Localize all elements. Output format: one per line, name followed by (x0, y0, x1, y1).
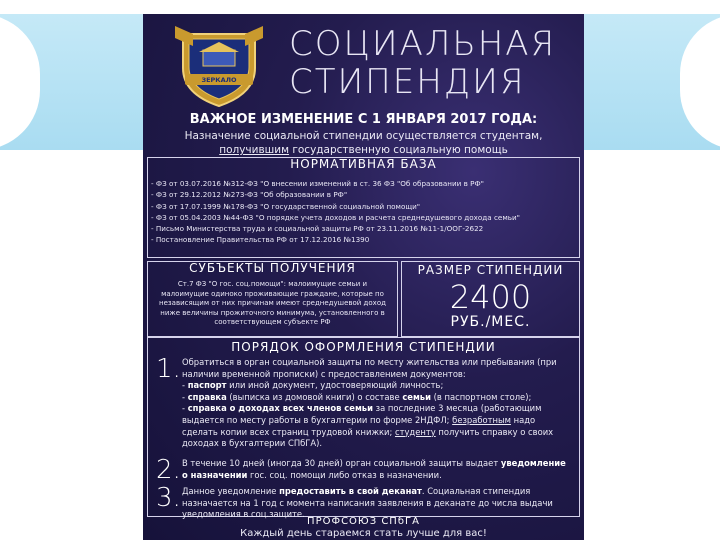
poster (143, 14, 584, 540)
subjects-text: Ст.7 ФЗ "О гос. соц.помощи": малоимущие семьи и малоимущие одиноко проживающие граждане, которые по независящим от них причинам имеют среднедушевой доход ниже величины прожиточного минимума, установленного в соответствующем субъекте РФ (159, 280, 386, 327)
band-right-cap (680, 14, 720, 150)
stipend-unit: РУБ./МЕС. (450, 314, 531, 330)
income-rest: за последние 3 месяца (работающим выдается по месту работы в бухгалтерии по форме 2НДФЛ; (182, 403, 542, 425)
normative-list (151, 178, 575, 246)
step-2-number: 2. (156, 455, 181, 485)
step-2-bold: уведомление о назначении (182, 458, 566, 480)
step-2-rest: гос. соц. помощи либо отказ в назначении. (247, 469, 442, 480)
stipend-size-heading: РАЗМЕР СТИПЕНДИИ (417, 263, 564, 277)
normative-item: - ФЗ от 29.12.2012 №273-ФЗ "Об образовании в РФ" (151, 190, 348, 200)
normative-item: - Постановление Правительства РФ от 17.12.2016 №1390 (151, 235, 370, 245)
university-crest-icon (173, 20, 265, 108)
procedure-box (147, 337, 580, 520)
footer-slogan: Каждый день стараемся стать лучше для вас! (240, 528, 487, 539)
subheadline-line1: Назначение социальной стипендии осуществляется студентам, (184, 130, 543, 142)
title-line-2: СТИПЕНДИЯ (289, 62, 526, 102)
procedure-heading: ПОРЯДОК ОФОРМЛЕНИЯ СТИПЕНДИИ (231, 340, 496, 354)
step-3-intro: Данное уведомление (182, 486, 280, 496)
income-label: справка о доходах всех членов семьи (187, 403, 373, 414)
spravka-family: семьи (402, 391, 431, 402)
headline: ВАЖНОЕ ИЗМЕНЕНИЕ С 1 ЯНВАРЯ 2017 ГОДА: (189, 112, 538, 127)
income-rest-3: получить справку о своих доходах в бухгалтерии СПбГА). (182, 426, 554, 449)
passport-label: паспорт (187, 380, 227, 391)
subjects-heading: СУБЪЕКТЫ ПОЛУЧЕНИЯ (189, 261, 356, 275)
normative-item: - Письмо Министерства труда и социальной защиты РФ от 23.11.2016 №11-1/ООГ-2622 (151, 224, 484, 234)
title-line-1: СОЦИАЛЬНАЯ (289, 24, 557, 64)
subheadline-rest: государственную социальную помощь (289, 144, 508, 157)
income-rest-2: надо сделать копии всех страниц трудовой книжки; (182, 414, 536, 437)
subheadline-underlined: получившим (219, 144, 290, 157)
stipend-amount: 2400 (449, 278, 532, 316)
subheadline (161, 129, 566, 157)
normative-base-box (147, 157, 580, 258)
passport-rest: или иной документ, удостоверяющий личность; (226, 380, 444, 391)
step-2-intro: В течение 10 дней (иногда 30 дней) орган социальной защиты выдает (182, 458, 501, 468)
income-unemployed: безработным (452, 414, 511, 425)
spravka-label: справка (187, 391, 227, 402)
step-1-intro: Обратиться в орган социальной защиты по месту жительства или пребывания (при наличии временной прописки) с предоставлением документов: (182, 357, 557, 379)
normative-item: - ФЗ от 03.07.2016 №312-ФЗ "О внесении изменений в ст. 36 ФЗ "Об образовании в РФ" (151, 179, 484, 188)
step-2-text (182, 458, 573, 481)
footer-org: ПРОФСОЮЗ СПбГА (307, 516, 420, 527)
band-left-cap (0, 14, 40, 150)
income-student: студенту (394, 426, 436, 437)
normative-item: - ФЗ от 05.04.2003 №44-ФЗ "О порядке учета доходов и расчета среднедушевого дохода семьи" (151, 212, 520, 222)
step-1-text: Обратиться в орган социальной защиты по месту жительства или пребывания (при наличии временной прописки) с предоставлением документов: - паспорт или иной документ, удостоверяющий личность; - справка (выписка из домовой книги) о составе семьи (в паспортном столе); - справка о доходах всех членов семьи за последние 3 месяца (работающим выдается по месту работы в бухгалтерии по форме 2НДФЛ; безработным надо сделать копии всех страниц трудовой книжки; студенту получить справку о своих доходах в бухгалтерии СПбГА). (182, 357, 557, 449)
step-3-bold: предоставить в свой деканат (279, 486, 422, 496)
spravka-mid: (выписка из домовой книги) о составе (226, 391, 403, 402)
stipend-size-box (401, 261, 580, 337)
svg-text:ЗЕРКАЛО: ЗЕРКАЛО (201, 76, 237, 84)
spravka-rest: (в паспортном столе); (430, 391, 532, 402)
step-3-number: 3. (156, 483, 181, 513)
normative-heading: НОРМАТИВНАЯ БАЗА (290, 157, 437, 171)
normative-item: - ФЗ от 17.07.1999 №178-ФЗ "О государственной социальной помощи" (151, 201, 421, 211)
subjects-box (147, 261, 398, 337)
step-1-number: 1. (156, 354, 181, 384)
step-3-rest: . Социальная стипендия назначается на 1 год с момента написания заявления в деканате до числа выдачи уведомления в соц.защите. (182, 486, 553, 520)
